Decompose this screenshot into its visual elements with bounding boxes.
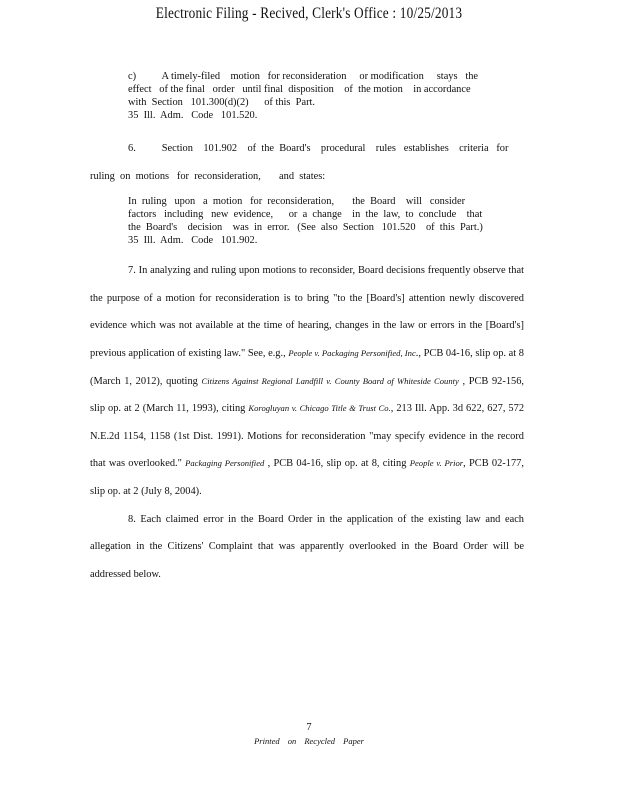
paragraph-8 <box>90 506 524 589</box>
document-body <box>90 70 524 588</box>
quote-line: factors including new evidence, or a change in the law, to conclude that <box>128 209 483 221</box>
case-name-people-v-packaging: People v. Packaging Personified, Inc <box>288 347 416 358</box>
paragraph-6-continued <box>90 163 524 191</box>
paragraph-8-text: 8. Each claimed error in the Board Order in the application of the existing law and each allegation in the Citizens' Complaint that was apparently overlooked in the Board Order will be addressed below. <box>90 513 524 580</box>
page-number: 7 <box>306 722 312 733</box>
case-name-korogluyan-v-chicago-title: Korogluyan v. Chicago Title & Trust Co. <box>248 403 391 414</box>
paragraph-6-lead: 6. Section 101.902 of the Board's procedural rules establishes criteria for <box>128 143 509 154</box>
quote-line: the Board's decision was in error. (See also Section 101.520 of this Part.) <box>128 222 483 234</box>
quote-line: with Section 101.300(d)(2) of this Part. <box>128 97 316 108</box>
quote-line: In ruling upon a motion for reconsideration, the Board will consider <box>128 196 466 208</box>
paragraph-7-text: , PCB 92-156, slip op. at 2 (March 11, 1993), citing <box>90 375 525 415</box>
printed-on-recycled-paper: Printed on Recycled Paper <box>254 736 364 746</box>
paragraph-7 <box>90 257 524 505</box>
case-name-citizens-v-county-board: Citizens Against Regional Landfill v. County Board of Whiteside County <box>201 375 459 386</box>
paragraph-7-text: ., PCB 04-16, slip op. at 8 (March 1, 2012), quoting <box>90 347 524 387</box>
paragraph-6 <box>90 135 524 163</box>
quote-citation: 35 Ill. Adm. Code 101.902. <box>128 235 258 247</box>
quote-line: c) A timely-filed motion for reconsideration or modification stays the <box>128 71 479 82</box>
case-name-packaging-personified: Packaging Personified <box>185 458 265 469</box>
paragraph-7-text: , PCB 02-177, slip op. at 2 (July 8, 2004). <box>90 458 524 497</box>
paragraph-7-text: , 213 Ill. App. 3d 622, 627, 572 N.E.2d 1154, 1158 (1st Dist. 1991). Motions for reconsideration "may specify evidence in the record that was overlooked." <box>90 403 525 470</box>
paragraph-7-text: 7. In analyzing and ruling upon motions to reconsider, Board decisions frequently observe that the purpose of a motion for reconsideration is to bring "to the [Board's] attention newly discovered evidence which was not available at the time of hearing, changes in the law or errors in the [Board's] previous application of existing law." See, e.g., <box>90 265 524 359</box>
paragraph-6-rest: ruling on motions for reconsideration, and states: <box>90 170 326 182</box>
case-name-people-v-prior: People v. Prior <box>409 458 464 469</box>
electronic-filing-header: Electronic Filing - Recived, Clerk's Office : 10/25/2013 <box>155 5 463 22</box>
quote-citation: 35 Ill. Adm. Code 101.520. <box>128 110 258 121</box>
block-quote-board-rule <box>128 195 488 247</box>
paragraph-7-text: , PCB 04-16, slip op. at 8, citing <box>267 458 407 470</box>
quote-line: effect of the final order until final disposition of the motion in accordance <box>128 84 471 95</box>
block-quote-reconsideration-stay <box>128 70 488 122</box>
